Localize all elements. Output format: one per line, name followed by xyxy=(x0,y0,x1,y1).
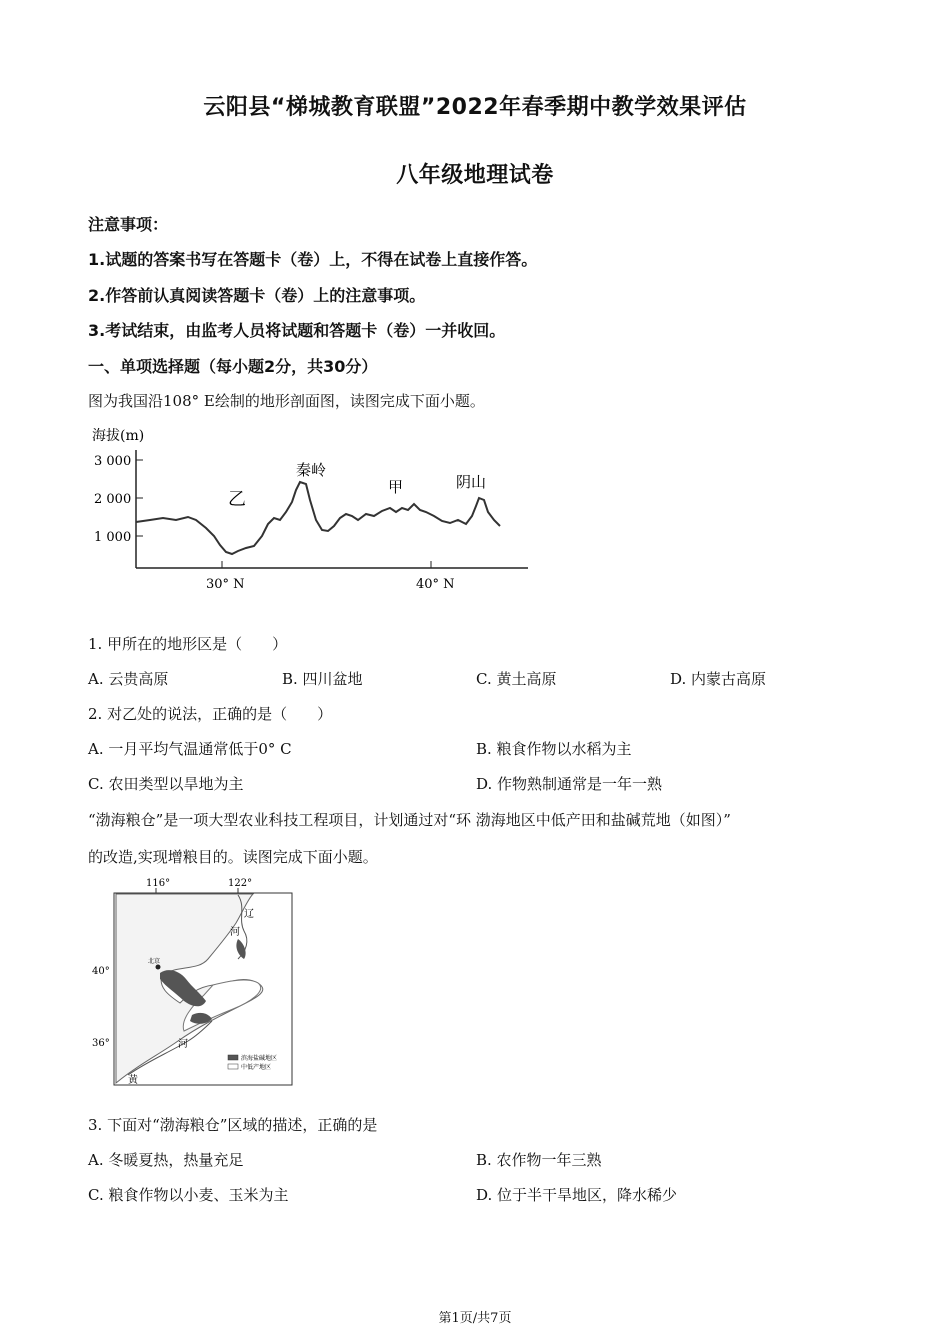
map-river-char: 黄 xyxy=(128,1075,138,1086)
legend-label: 中低产地区 xyxy=(241,1064,272,1071)
option-c[interactable]: C. 农田类型以旱地为主 xyxy=(88,775,244,793)
map-river-char: 河 xyxy=(230,927,240,938)
bohai-map-figure xyxy=(88,875,308,1090)
profile-xtick-label: 40° N xyxy=(416,577,455,592)
map-place-label: 北京 xyxy=(148,958,161,965)
legend-label: 滨海盐碱地区 xyxy=(241,1055,278,1062)
profile-ytick-label: 3 000 xyxy=(94,454,132,469)
legend-swatch xyxy=(228,1055,238,1060)
profile-label-qinling: 秦岭 xyxy=(296,461,327,479)
profile-label-yi: 乙 xyxy=(228,489,246,510)
section-heading: 一、单项选择题（每小题2分，共30分） xyxy=(88,357,378,376)
option-b[interactable]: B. 农作物一年三熟 xyxy=(476,1151,602,1169)
beijing-marker xyxy=(156,965,161,970)
notice-item: 1.试题的答案书写在答题卡（卷）上，不得在试卷上直接作答。 xyxy=(88,250,538,269)
profile-ylabel: 海拔(m) xyxy=(92,428,145,444)
terrain-profile-line xyxy=(136,482,500,554)
map-lat-label: 40° xyxy=(92,966,110,977)
exam-subtitle: 八年级地理试卷 xyxy=(396,163,554,188)
option-d[interactable]: D. 作物熟制通常是一年一熟 xyxy=(476,775,663,793)
question-intro: 图为我国沿108° E绘制的地形剖面图，读图完成下面小题。 xyxy=(88,392,485,410)
option-b[interactable]: B. 四川盆地 xyxy=(282,670,363,688)
legend-swatch xyxy=(228,1064,238,1069)
exam-title: 云阳县“梯城教育联盟”2022年春季期中教学效果评估 xyxy=(203,95,747,120)
option-a[interactable]: A. 一月平均气温通常低于0° C xyxy=(88,740,292,758)
notice-item: 2.作答前认真阅读答题卡（卷）上的注意事项。 xyxy=(88,286,426,305)
option-d[interactable]: D. 位于半干旱地区，降水稀少 xyxy=(476,1186,678,1204)
option-a[interactable]: A. 冬暖夏热，热量充足 xyxy=(88,1151,244,1169)
profile-ytick-label: 2 000 xyxy=(94,492,132,507)
map-lon-label: 122° xyxy=(228,878,253,889)
page-footer: 第1页/共7页 xyxy=(438,1311,512,1326)
option-d[interactable]: D. 内蒙古高原 xyxy=(670,670,767,688)
question-intro: “渤海粮仓”是一项大型农业科技工程项目，计划通过对“环 渤海地区中低产田和盐碱荒地（如图）” xyxy=(88,811,731,829)
option-b[interactable]: B. 粮食作物以水稻为主 xyxy=(476,740,632,758)
question-intro: 的改造,实现增粮目的。读图完成下面小题。 xyxy=(88,848,378,866)
map-lat-label: 36° xyxy=(92,1038,110,1049)
map-river-char: 河 xyxy=(178,1039,188,1050)
question-stem: 1. 甲所在的地形区是（ ） xyxy=(88,635,288,653)
notice-item: 3.考试结束，由监考人员将试题和答题卡（卷）一并收回。 xyxy=(88,321,506,340)
notice-heading: 注意事项： xyxy=(88,215,169,234)
profile-ytick-label: 1 000 xyxy=(94,530,132,545)
profile-label-jia: 甲 xyxy=(388,478,404,496)
question-stem: 2. 对乙处的说法，正确的是（ ） xyxy=(88,705,333,723)
question-stem: 3. 下面对“渤海粮仓”区域的描述，正确的是 xyxy=(88,1116,378,1134)
option-a[interactable]: A. 云贵高原 xyxy=(88,670,169,688)
option-c[interactable]: C. 黄土高原 xyxy=(476,670,557,688)
map-river-char: 辽 xyxy=(244,909,254,920)
map-lon-label: 116° xyxy=(146,878,171,889)
profile-label-yinshan: 阴山 xyxy=(456,473,487,491)
terrain-profile-figure xyxy=(88,420,538,600)
profile-xtick-label: 30° N xyxy=(206,577,245,592)
option-c[interactable]: C. 粮食作物以小麦、玉米为主 xyxy=(88,1186,289,1204)
